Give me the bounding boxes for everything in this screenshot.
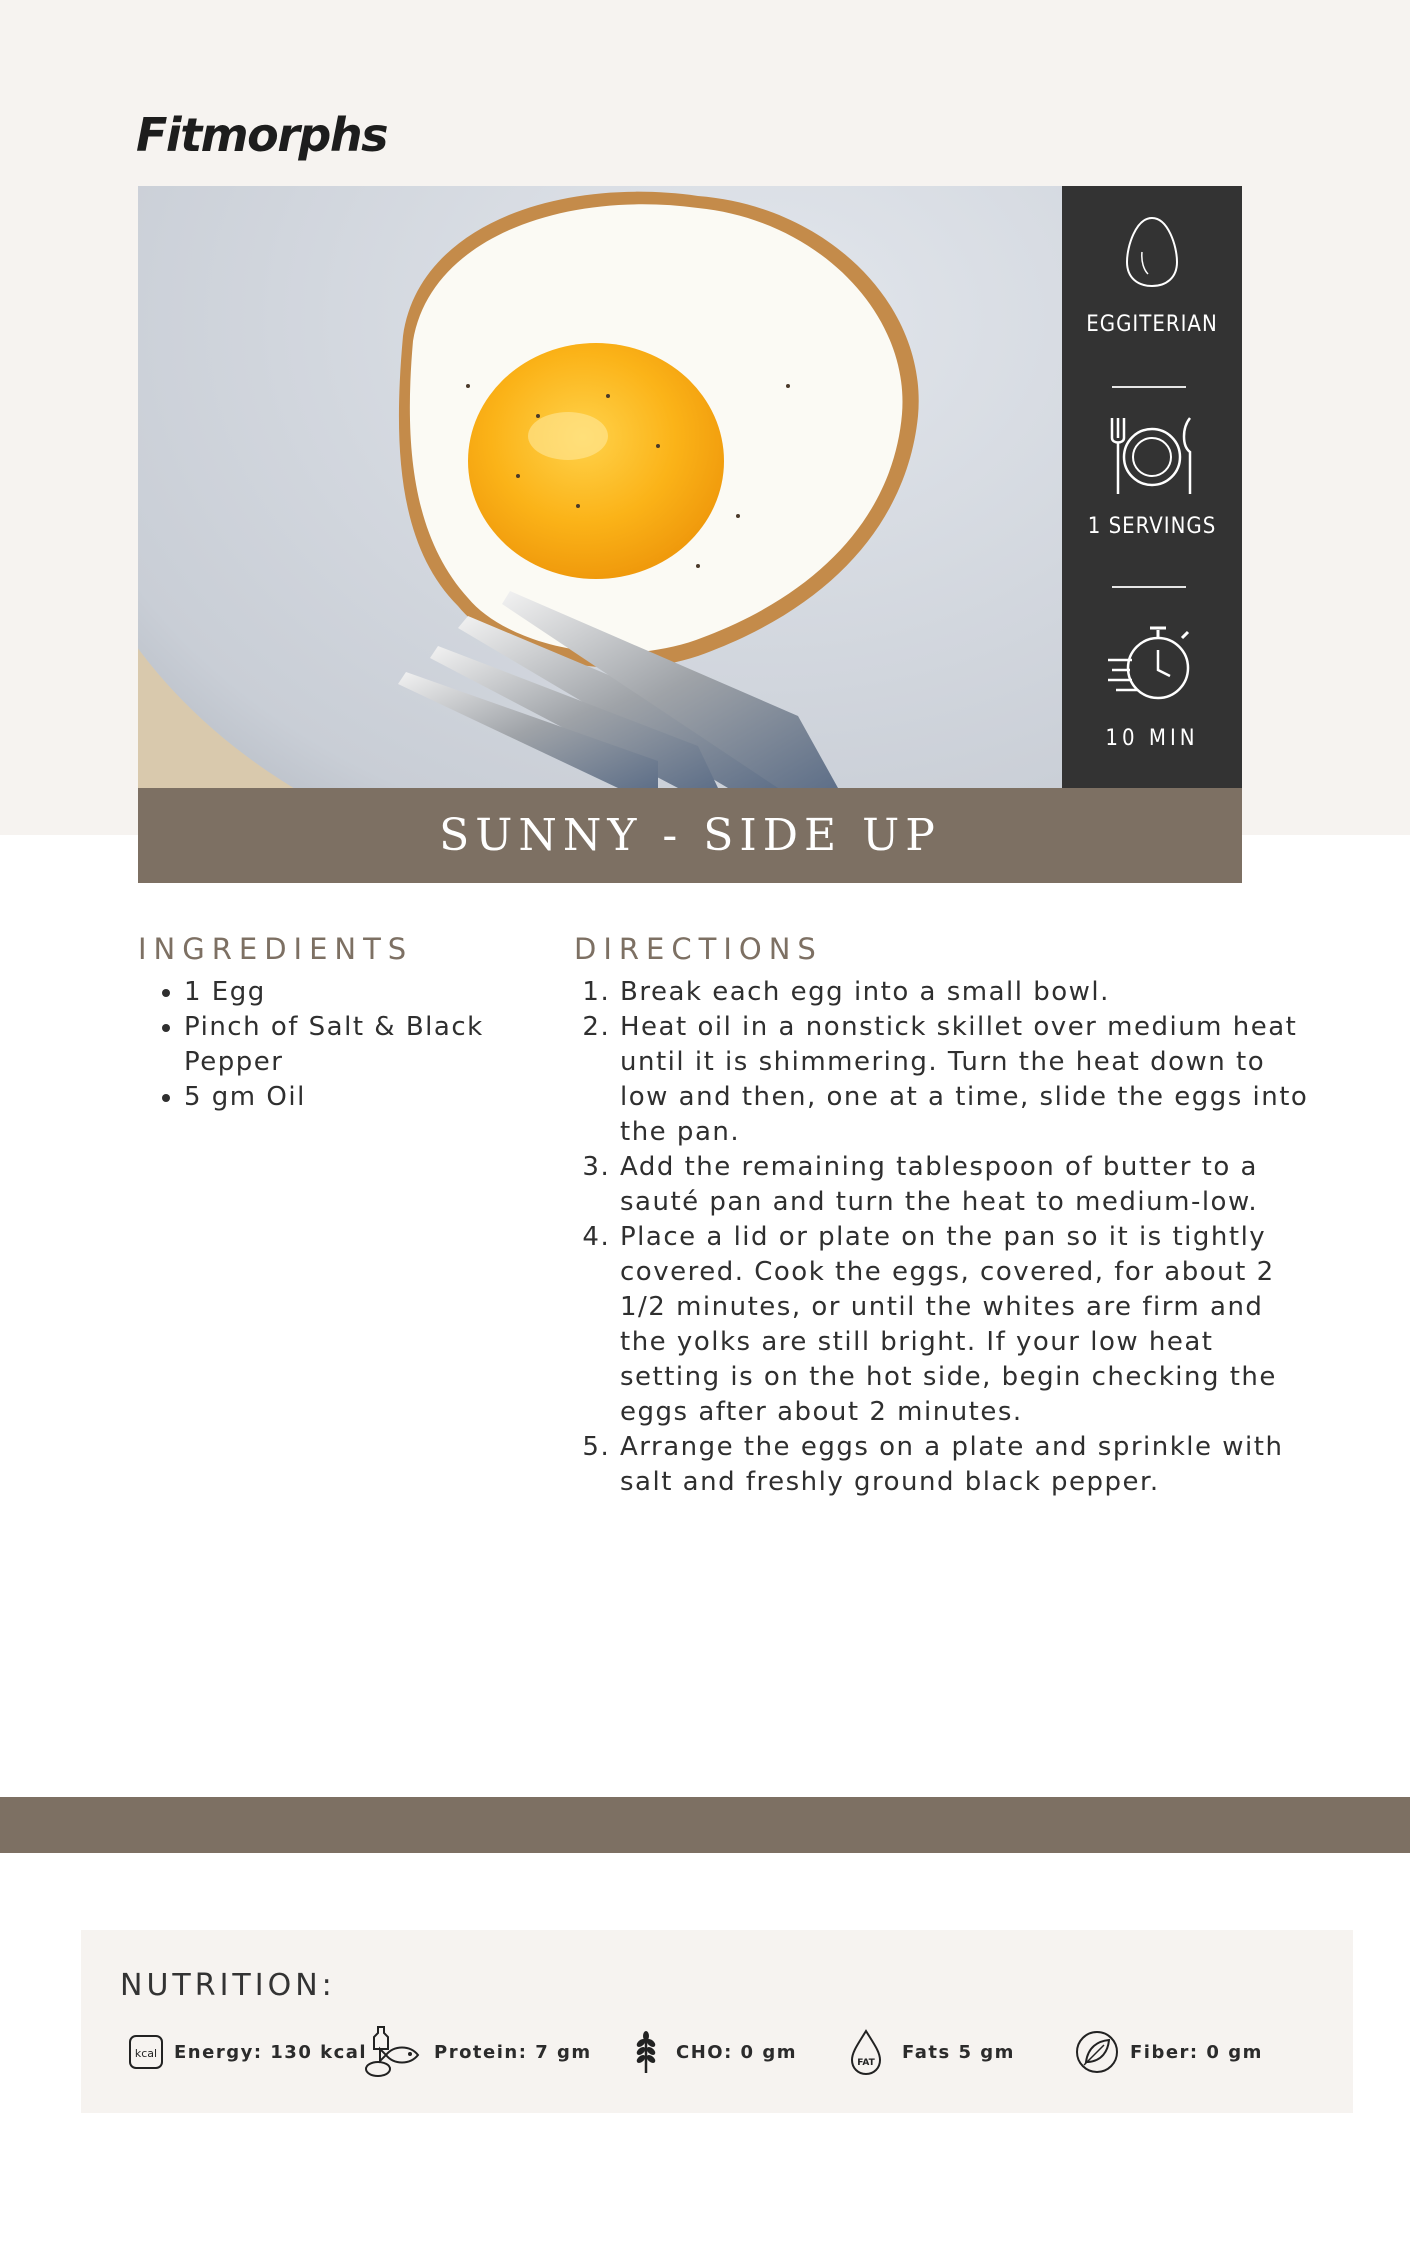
protein-label: Protein: 7 gm <box>434 2041 592 2063</box>
nutrition-panel <box>81 1930 1353 2113</box>
egg-icon <box>1122 212 1182 292</box>
stopwatch-icon <box>1104 616 1200 712</box>
svg-text:FAT: FAT <box>857 2058 875 2068</box>
energy-label: Energy: 130 kcal <box>174 2041 368 2063</box>
list-item: 5. Arrange the eggs on a plate and sprinkle with salt and freshly ground black pepper. <box>620 1430 1320 1500</box>
nutrition-fats <box>848 2022 1015 2082</box>
nutrition-energy <box>128 2022 367 2082</box>
kcal-icon <box>128 2034 164 2070</box>
nutrition-heading: NUTRITION: <box>120 1968 336 2003</box>
list-item: 4. Place a lid or plate on the pan so it is tightly covered. Cook the eggs, covered, for about 2 1/2 minutes, or until the whites are firm and the yolks are still bright. If your low heat setting is on the hot side, begin checking the eggs after about 2 minutes. <box>620 1220 1320 1430</box>
fried-egg-illustration <box>138 186 1062 788</box>
brand-logo: Fitmorphs <box>136 108 387 162</box>
svg-text:kcal: kcal <box>134 2047 158 2060</box>
list-item: 2. Heat oil in a nonstick skillet over medium heat until it is shimmering. Turn the heat down to low and then, one at a time, slide the eggs into the pan. <box>620 1010 1320 1150</box>
nutrition-fiber <box>1074 2022 1263 2082</box>
cho-label: CHO: 0 gm <box>676 2041 797 2063</box>
fiber-label: Fiber: 0 gm <box>1130 2041 1263 2063</box>
diet-info <box>1062 212 1242 337</box>
divider-band <box>0 1797 1410 1853</box>
nutrition-cho <box>630 2022 797 2082</box>
fish-meat-icon <box>364 2025 424 2079</box>
wheat-icon <box>630 2029 662 2075</box>
fats-label: Fats 5 gm <box>902 2041 1015 2063</box>
ingredients-heading: INGREDIENTS <box>138 932 414 966</box>
directions-list <box>574 975 1320 1500</box>
recipe-title-bar <box>138 788 1242 883</box>
directions-heading: DIRECTIONS <box>574 932 823 966</box>
list-item: • Pinch of Salt & Black Pepper <box>184 1010 564 1080</box>
ingredients-list <box>138 975 564 1115</box>
fat-drop-icon <box>848 2028 884 2076</box>
diet-label: EGGITERIAN <box>1086 312 1218 337</box>
nutrition-protein <box>364 2022 592 2082</box>
recipe-info-sidebar <box>1062 186 1242 788</box>
servings-label: 1 SERVINGS <box>1087 514 1217 539</box>
list-item: • 5 gm Oil <box>184 1080 564 1115</box>
sidebar-divider <box>1112 386 1186 388</box>
recipe-hero <box>138 186 1242 883</box>
recipe-photo <box>138 186 1062 788</box>
leaf-icon <box>1074 2029 1120 2075</box>
time-label: 10 MIN <box>1105 726 1199 751</box>
plate-cutlery-icon <box>1104 412 1200 498</box>
time-info <box>1062 616 1242 751</box>
list-item: 1. Break each egg into a small bowl. <box>620 975 1320 1010</box>
sidebar-divider <box>1112 586 1186 588</box>
servings-info <box>1062 412 1242 539</box>
list-item: 3. Add the remaining tablespoon of butter to a sauté pan and turn the heat to medium-low. <box>620 1150 1320 1220</box>
list-item: • 1 Egg <box>184 975 564 1010</box>
recipe-title: SUNNY - SIDE UP <box>439 810 941 861</box>
